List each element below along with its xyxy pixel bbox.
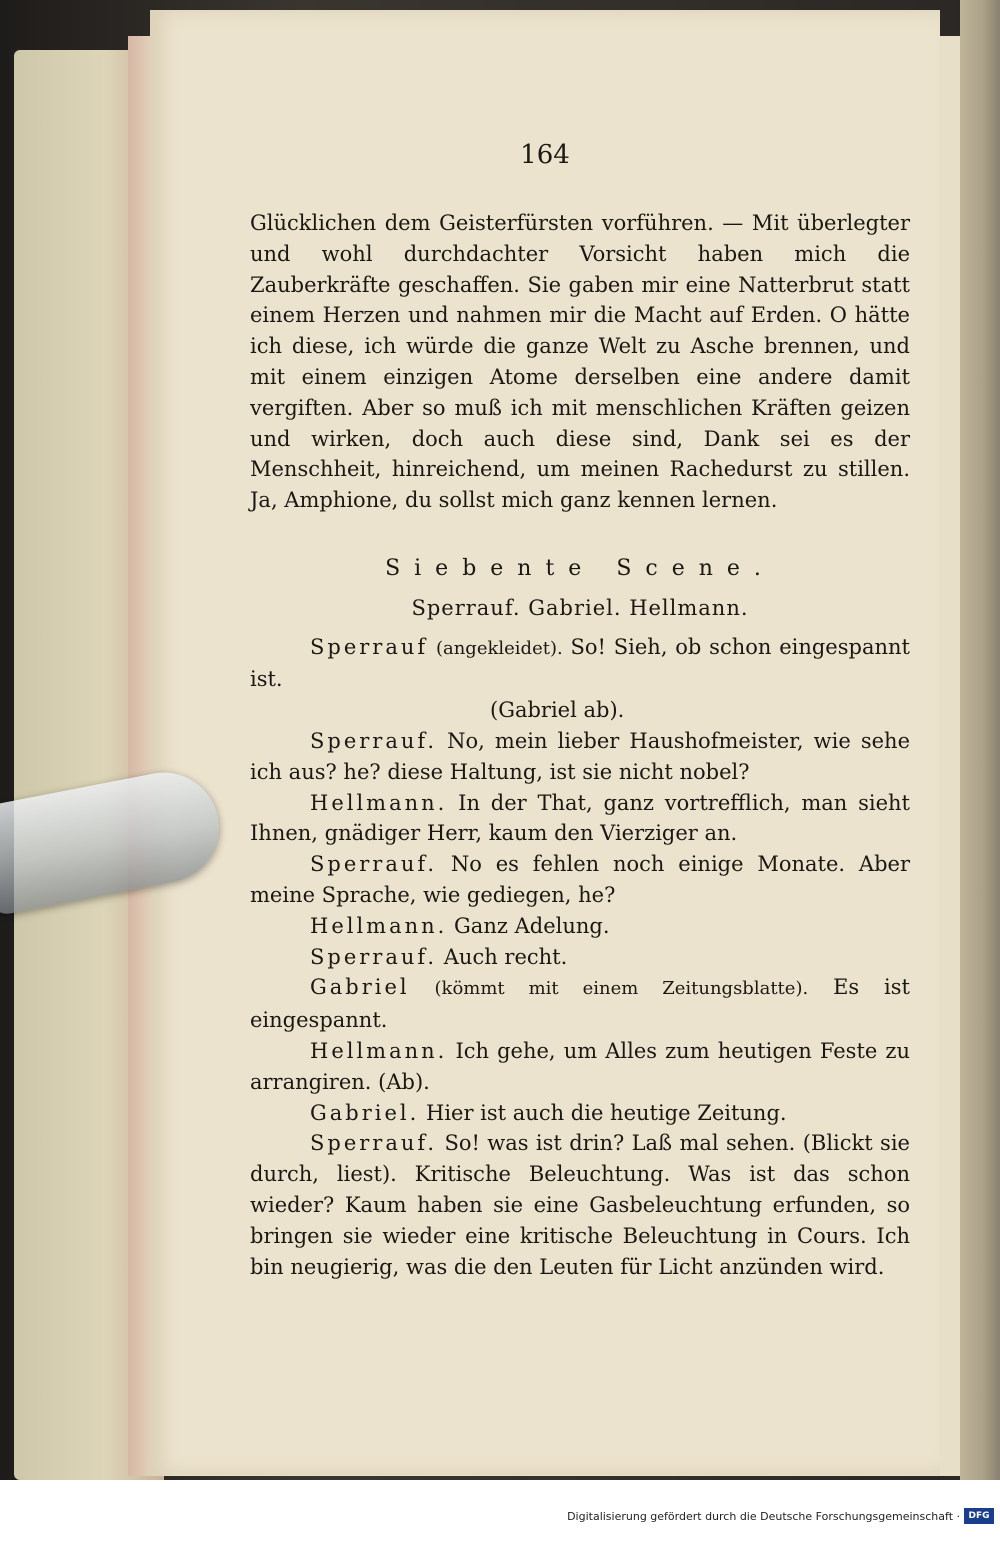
- dialogue-text: In der That, ganz vortrefflich, man sieht Ihnen, gnädiger Herr, kaum den Vierziger an.: [250, 790, 910, 846]
- dialogue-line: [250, 849, 910, 911]
- scene-characters: Sperrauf. Gabriel. Hellmann.: [411, 595, 749, 620]
- dialogue-text: No, mein lieber Haushofmeister, wie sehe ich aus? he? diese Haltung, ist sie nicht nobel?: [250, 728, 910, 784]
- speaker-name: Gabriel: [310, 975, 410, 1000]
- dialogue-text: No es fehlen noch einige Monate. Aber meine Sprache, wie gediegen, he?: [250, 852, 910, 907]
- monologue-paragraph: Glücklichen dem Geisterfürsten vorführen. — Mit überlegter und wohl durchdachter Vorsicht haben mich die Zauberkräfte geschaffen. Sie gaben mir eine Natterbrut statt einem Herzen und nahmen mir die Macht auf Erden. O hätte ich diese, ich würde die ganze Welt zu Asche brennen, und mit einem einzigen Atome derselben eine andere damit vergiften. Aber so muß ich mit menschlichen Kräften geizen und wirken, doch auch diese sind, Dank sei es der Menschheit, hinreichend, um meinen Rachedurst zu stillen. Ja, Amphione, du sollst mich ganz kennen lernen.: [250, 211, 910, 513]
- dialogue-line: [250, 1036, 910, 1098]
- dialogue-text: Ganz Adelung.: [454, 913, 610, 938]
- dfg-logo-icon: DFG: [964, 1508, 994, 1524]
- speaker-name: Sperrauf.: [310, 1131, 438, 1156]
- opposite-page-edge: [960, 0, 1000, 1480]
- page-number: 164: [520, 140, 570, 170]
- dialogue-line: [250, 726, 910, 788]
- scene-heading: Siebente Scene.: [385, 555, 775, 581]
- dialogue-line: [250, 632, 910, 696]
- speaker-name: Sperrauf.: [310, 728, 438, 753]
- stage-direction: (angekleidet).: [435, 637, 563, 659]
- dialogue-text: Auch recht.: [443, 944, 568, 969]
- stage-direction: (Gabriel ab).: [490, 698, 625, 723]
- dialogue-text: Ich gehe, um Alles zum heutigen Feste zu arrangiren. (Ab).: [250, 1038, 910, 1094]
- dialogue-line: [250, 911, 910, 942]
- dialogue-line: [250, 942, 910, 973]
- dialogue-line: [250, 1128, 910, 1282]
- dialogue-line: [250, 788, 910, 850]
- page-text: [250, 208, 910, 1282]
- speaker-name: Hellmann.: [310, 913, 448, 938]
- footer-credit: Digitalisierung gefördert durch die Deutsche Forschungsgemeinschaft ·: [567, 1510, 960, 1523]
- speaker-name: Hellmann.: [310, 1038, 448, 1063]
- speaker-name: Sperrauf: [310, 634, 429, 659]
- dialogue-text: Es ist eingespannt.: [250, 975, 910, 1033]
- speaker-name: Sperrauf.: [310, 944, 438, 969]
- footer-bar: [0, 1480, 1000, 1542]
- book-page: [150, 10, 940, 1475]
- speaker-name: Hellmann.: [310, 790, 448, 815]
- speaker-name: Gabriel.: [310, 1100, 420, 1125]
- dialogue-text: So! was ist drin? Laß mal sehen. (Blickt sie durch, liest). Kritische Beleuchtung. Was ist das schon wieder? Kaum haben sie eine Gasbeleuchtung erfunden, so bringen sie wieder eine kritische Beleuchtung in Cours. Ich bin neugierig, was die den Leuten für Licht anzünden wird.: [250, 1131, 910, 1279]
- speaker-name: Sperrauf.: [310, 852, 438, 877]
- dialogue-line: [250, 1098, 910, 1129]
- dialogue-text: So! Sieh, ob schon eingespannt ist.: [250, 634, 910, 692]
- dialogue-text: Hier ist auch die heutige Zeitung.: [426, 1100, 787, 1125]
- stage-direction: (kömmt mit einem Zeitungsblatte).: [434, 978, 809, 1000]
- dialogue-line: [250, 972, 910, 1036]
